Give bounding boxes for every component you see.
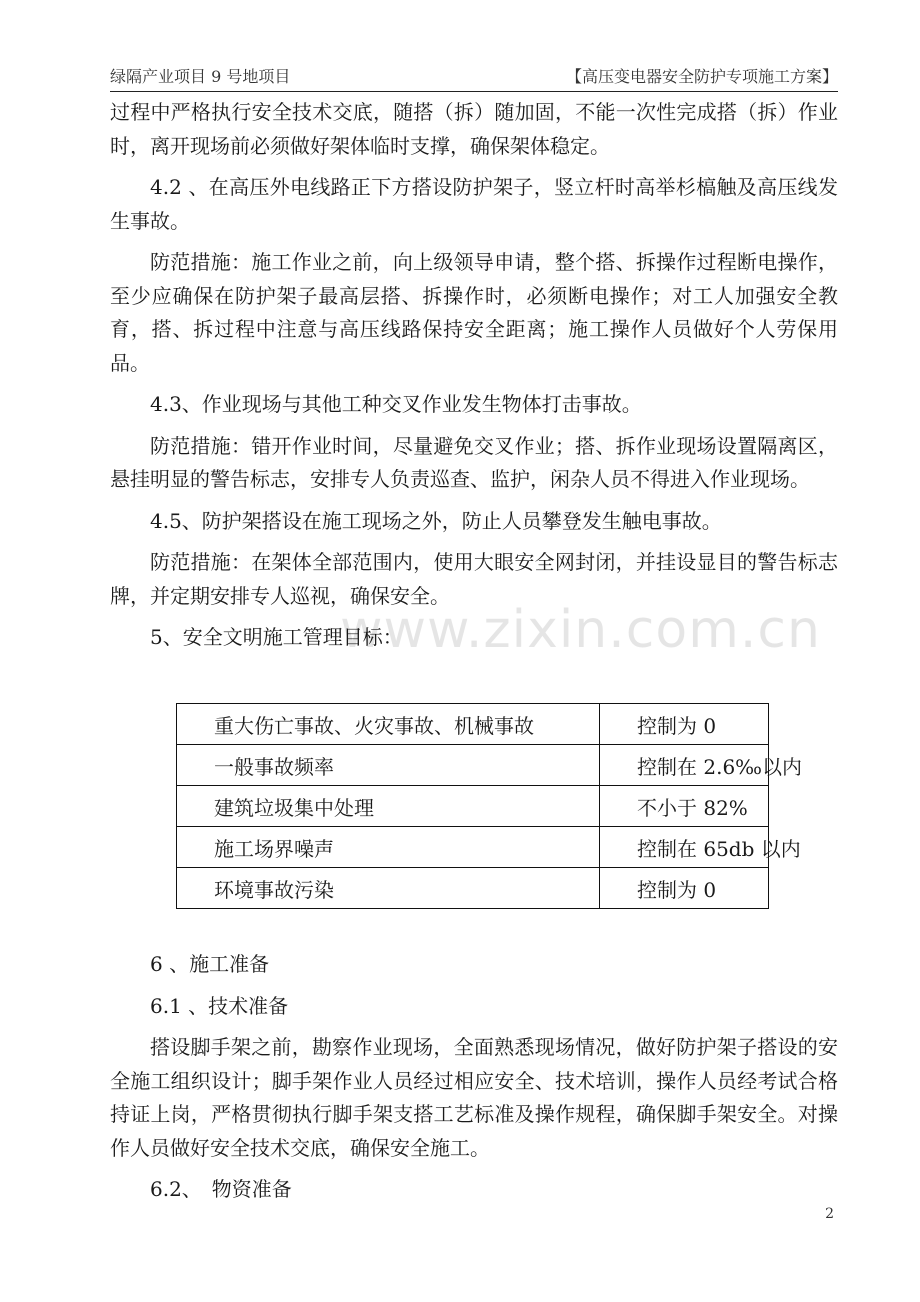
table-cell-target: 控制为 0: [600, 868, 769, 909]
table-row: [177, 827, 769, 868]
table-row: [177, 868, 769, 909]
section-6: [110, 948, 838, 1215]
paragraph-4-5-measures: 防范措施：在架体全部范围内，使用大眼安全网封闭，并挂设显目的警告标志牌，并定期安排专人巡视，确保安全。: [110, 550, 838, 608]
header-divider: [110, 91, 838, 92]
watermark: www.zixin.com.cn: [340, 600, 821, 660]
paragraph-4-3-measures: 防范措施：错开作业时间，尽量避免交叉作业；搭、拆作业现场设置隔离区，悬挂明显的警告标志，安排专人负责巡查、监护，闲杂人员不得进入作业现场。: [110, 433, 838, 491]
paragraph-4-2-measures: 防范措施：施工作业之前，向上级领导申请，整个搭、拆操作过程断电操作，至少应确保在防护架子最高层搭、拆操作时，必须断电操作；对工人加强安全教育，搭、拆过程中注意与高压线路保持安全距离；施工操作人员做好个人劳保用品。: [110, 250, 838, 375]
section-6-1-paragraph: 搭设脚手架之前，勘察作业现场，全面熟悉现场情况，做好防护架子搭设的安全施工组织设计；脚手架作业人员经过相应安全、技术培训，操作人员经考试合格持证上岗，严格贯彻执行脚手架支搭工艺标准及操作规程，确保脚手架安全。对操作人员做好安全技术交底，确保安全施工。: [110, 1035, 838, 1160]
table-cell-target: 不小于 82%: [600, 786, 769, 827]
safety-goals-table: [176, 703, 802, 909]
table-cell-item: 一般事故频率: [177, 745, 600, 786]
table-cell-item: 建筑垃圾集中处理: [177, 786, 600, 827]
document-body: [110, 96, 838, 663]
table-row: [177, 786, 769, 827]
section-6-heading: 6 、施工准备: [150, 952, 270, 976]
header-project-name: 绿隔产业项目 9 号地项目: [110, 67, 291, 86]
page-number: 2: [825, 1206, 834, 1222]
paragraph-4-2: 4.2 、在高压外电线路正下方搭设防护架子，竖立杆时高举杉槁触及高压线发生事故。: [110, 175, 838, 233]
paragraph-4-5: 4.5、防护架搭设在施工现场之外，防止人员攀登发生触电事故。: [150, 508, 722, 533]
paragraph-4-3: 4.3、作业现场与其他工种交叉作业发生物体打击事故。: [150, 392, 642, 416]
table-cell-item: 环境事故污染: [177, 868, 600, 909]
page-header: [110, 64, 838, 88]
header-document-title: 【高压变电器安全防护专项施工方案】: [565, 67, 838, 86]
table-row: [177, 704, 769, 745]
section-6-1-heading: 6.1 、技术准备: [150, 993, 289, 1018]
table-cell-target: 控制在 65db 以内: [600, 827, 769, 868]
paragraph-continuation: 过程中严格执行安全技术交底，随搭（拆）随加固，不能一次性完成搭（拆）作业时，离开现场前必须做好架体临时支撑，确保架体稳定。: [110, 100, 838, 158]
table-cell-target: 控制为 0: [600, 704, 769, 745]
table-cell-item: 重大伤亡事故、火灾事故、机械事故: [177, 704, 600, 745]
section-5-heading: 5、安全文明施工管理目标：: [150, 625, 403, 649]
section-6-2-heading: 6.2、 物资准备: [150, 1177, 292, 1201]
table-row: [177, 745, 769, 786]
table-cell-item: 施工场界噪声: [177, 827, 600, 868]
table-cell-target: 控制在 2.6‰以内: [600, 745, 769, 786]
